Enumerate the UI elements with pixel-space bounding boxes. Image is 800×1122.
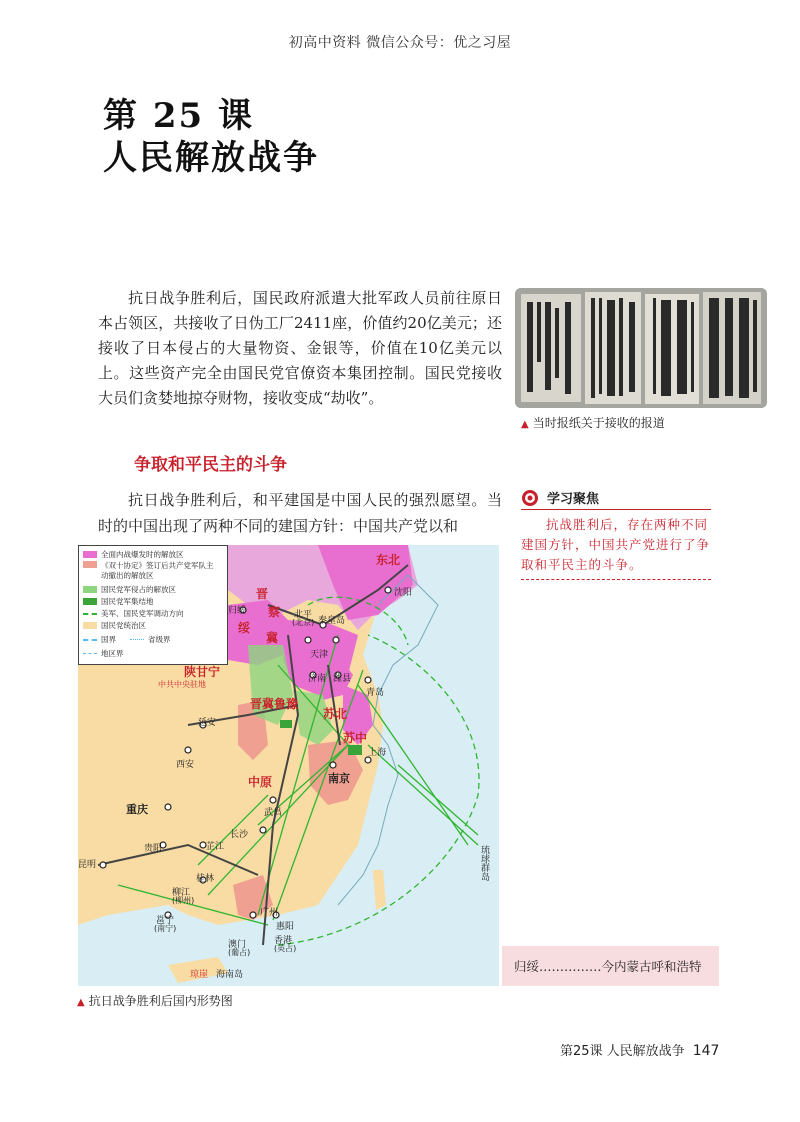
region-label: 晋冀鲁豫 [250,697,299,711]
city-label: 青岛 [366,688,385,698]
city-label: 澳门 [228,940,247,950]
city-label: 邕宁 [156,916,175,926]
region-label: 冀 [266,631,279,645]
legend-swatch [130,639,144,640]
city-label: 南京 [328,772,350,785]
page-footer [560,1040,719,1059]
page-number: 147 [692,1043,720,1059]
body-paragraph-2: 抗日战争胜利后，和平建国是中国人民的强烈愿望。当时的中国出现了两种不同的建国方针：中国共产党以和 [98,491,502,535]
city-label: 武昌 [264,808,283,818]
map-legend [78,545,228,665]
region-label: 察 [268,605,281,619]
lesson-title: 人民解放战争 [103,138,319,178]
legend-label: 美军、国民党军调动方向 [101,609,184,618]
newspaper-photo [515,288,767,408]
legend-swatch [83,622,97,629]
legend-label: 地区界 [101,649,124,658]
annotation-box [502,946,719,986]
region-label: 东北 [376,553,401,567]
annotation-text: 归绥……………今内蒙古呼和浩特 [514,959,702,974]
city-label: 芷江 [206,842,225,852]
city-label: 海南岛 [216,970,244,980]
situation-map [78,545,499,986]
legend-swatch [83,613,97,615]
city-label: 桂林 [196,874,215,884]
city-label: 秦皇岛 [318,616,346,626]
city-label: 西安 [176,760,195,770]
legend-swatch [83,598,97,605]
triangle-icon: ▲ [77,997,85,1008]
city-label: 琉球群岛 [479,845,489,881]
region-label: 苏中 [343,731,368,745]
legend-label: 省级界 [148,635,171,644]
region-label: 中共中央驻地 [158,680,206,689]
lesson-number: 第 25 课 [103,96,254,136]
city-label: 广州 [260,908,279,918]
legend-label: 国界 [101,635,116,644]
legend-swatch [83,653,97,654]
map-caption [77,992,233,1009]
footer-lesson: 第25课 人民解放战争 [560,1044,685,1059]
region-label: 苏北 [323,707,348,721]
section-heading: 争取和平民主的斗争 [134,455,287,475]
city-label: 归绥 [228,606,247,616]
learning-focus-box [521,487,711,582]
city-label: (南宁) [154,924,177,933]
legend-swatch [83,551,97,558]
city-label: 惠阳 [276,922,295,932]
city-label: 沈阳 [394,588,413,598]
city-label: 上海 [368,748,387,758]
focus-title: 学习聚焦 [547,492,600,507]
focus-text: 抗战胜利后，存在两种不同建国方针，中国共产党进行了争取和平民主的斗争。 [521,517,711,572]
city-label: 天津 [310,650,329,660]
focus-divider [521,579,711,580]
legend-label: 国民党军集结地 [101,597,154,606]
city-label: 琼崖 [190,970,209,980]
legend-label: 全面内战爆发时的解放区 [101,550,184,559]
city-label: (英占) [274,944,297,953]
legend-swatch [83,561,97,568]
region-label: 中原 [248,775,273,789]
city-label: (葡占) [228,948,251,957]
photo-caption-text: 当时报纸关于接收的报道 [532,416,665,430]
city-label: 北平 [294,610,313,620]
legend-swatch [83,639,97,641]
city-label: 贵阳 [144,844,163,854]
page-header: 初高中资料 微信公众号：优之习屋 [288,35,512,51]
map-caption-text: 抗日战争胜利后国内形势图 [88,994,233,1008]
triangle-icon: ▲ [521,419,529,430]
region-label: 绥 [238,621,251,635]
legend-label: 《双十协定》签订后共产党军队主动撤出的解放区 [101,561,214,580]
body-paragraph-1: 抗日战争胜利后，国民政府派遣大批军政人员前往原日本占领区，共接收了日伪工厂2411座，价值约20亿美元；还接收了日本侵占的大量物资、金银等，价值在10亿美元以上。这些资产完全由国民党官僚资本集团控制。国民党接收大员们贪婪地掠夺财物，接收变成“劫收”。 [98,289,502,407]
city-label: 延安 [198,718,217,728]
city-label: 重庆 [126,803,148,816]
target-icon [521,489,539,507]
city-label: 香港 [274,936,293,946]
city-label: 柳江 [172,888,191,898]
region-label: 陕甘宁 [184,665,221,679]
city-label: 潍县 [333,674,352,684]
city-label: 济南 [308,674,327,684]
legend-label: 国民党军侵占的解放区 [101,585,176,594]
focus-header [521,487,711,510]
legend-label: 国民党统治区 [101,621,146,630]
legend-swatch [83,586,97,593]
city-label: (北京) [292,618,315,627]
photo-caption [521,414,665,431]
city-label: (柳州) [172,896,195,905]
city-label: 昆明 [78,860,97,870]
region-label: 晋 [256,587,269,601]
city-label: 长沙 [230,830,249,840]
